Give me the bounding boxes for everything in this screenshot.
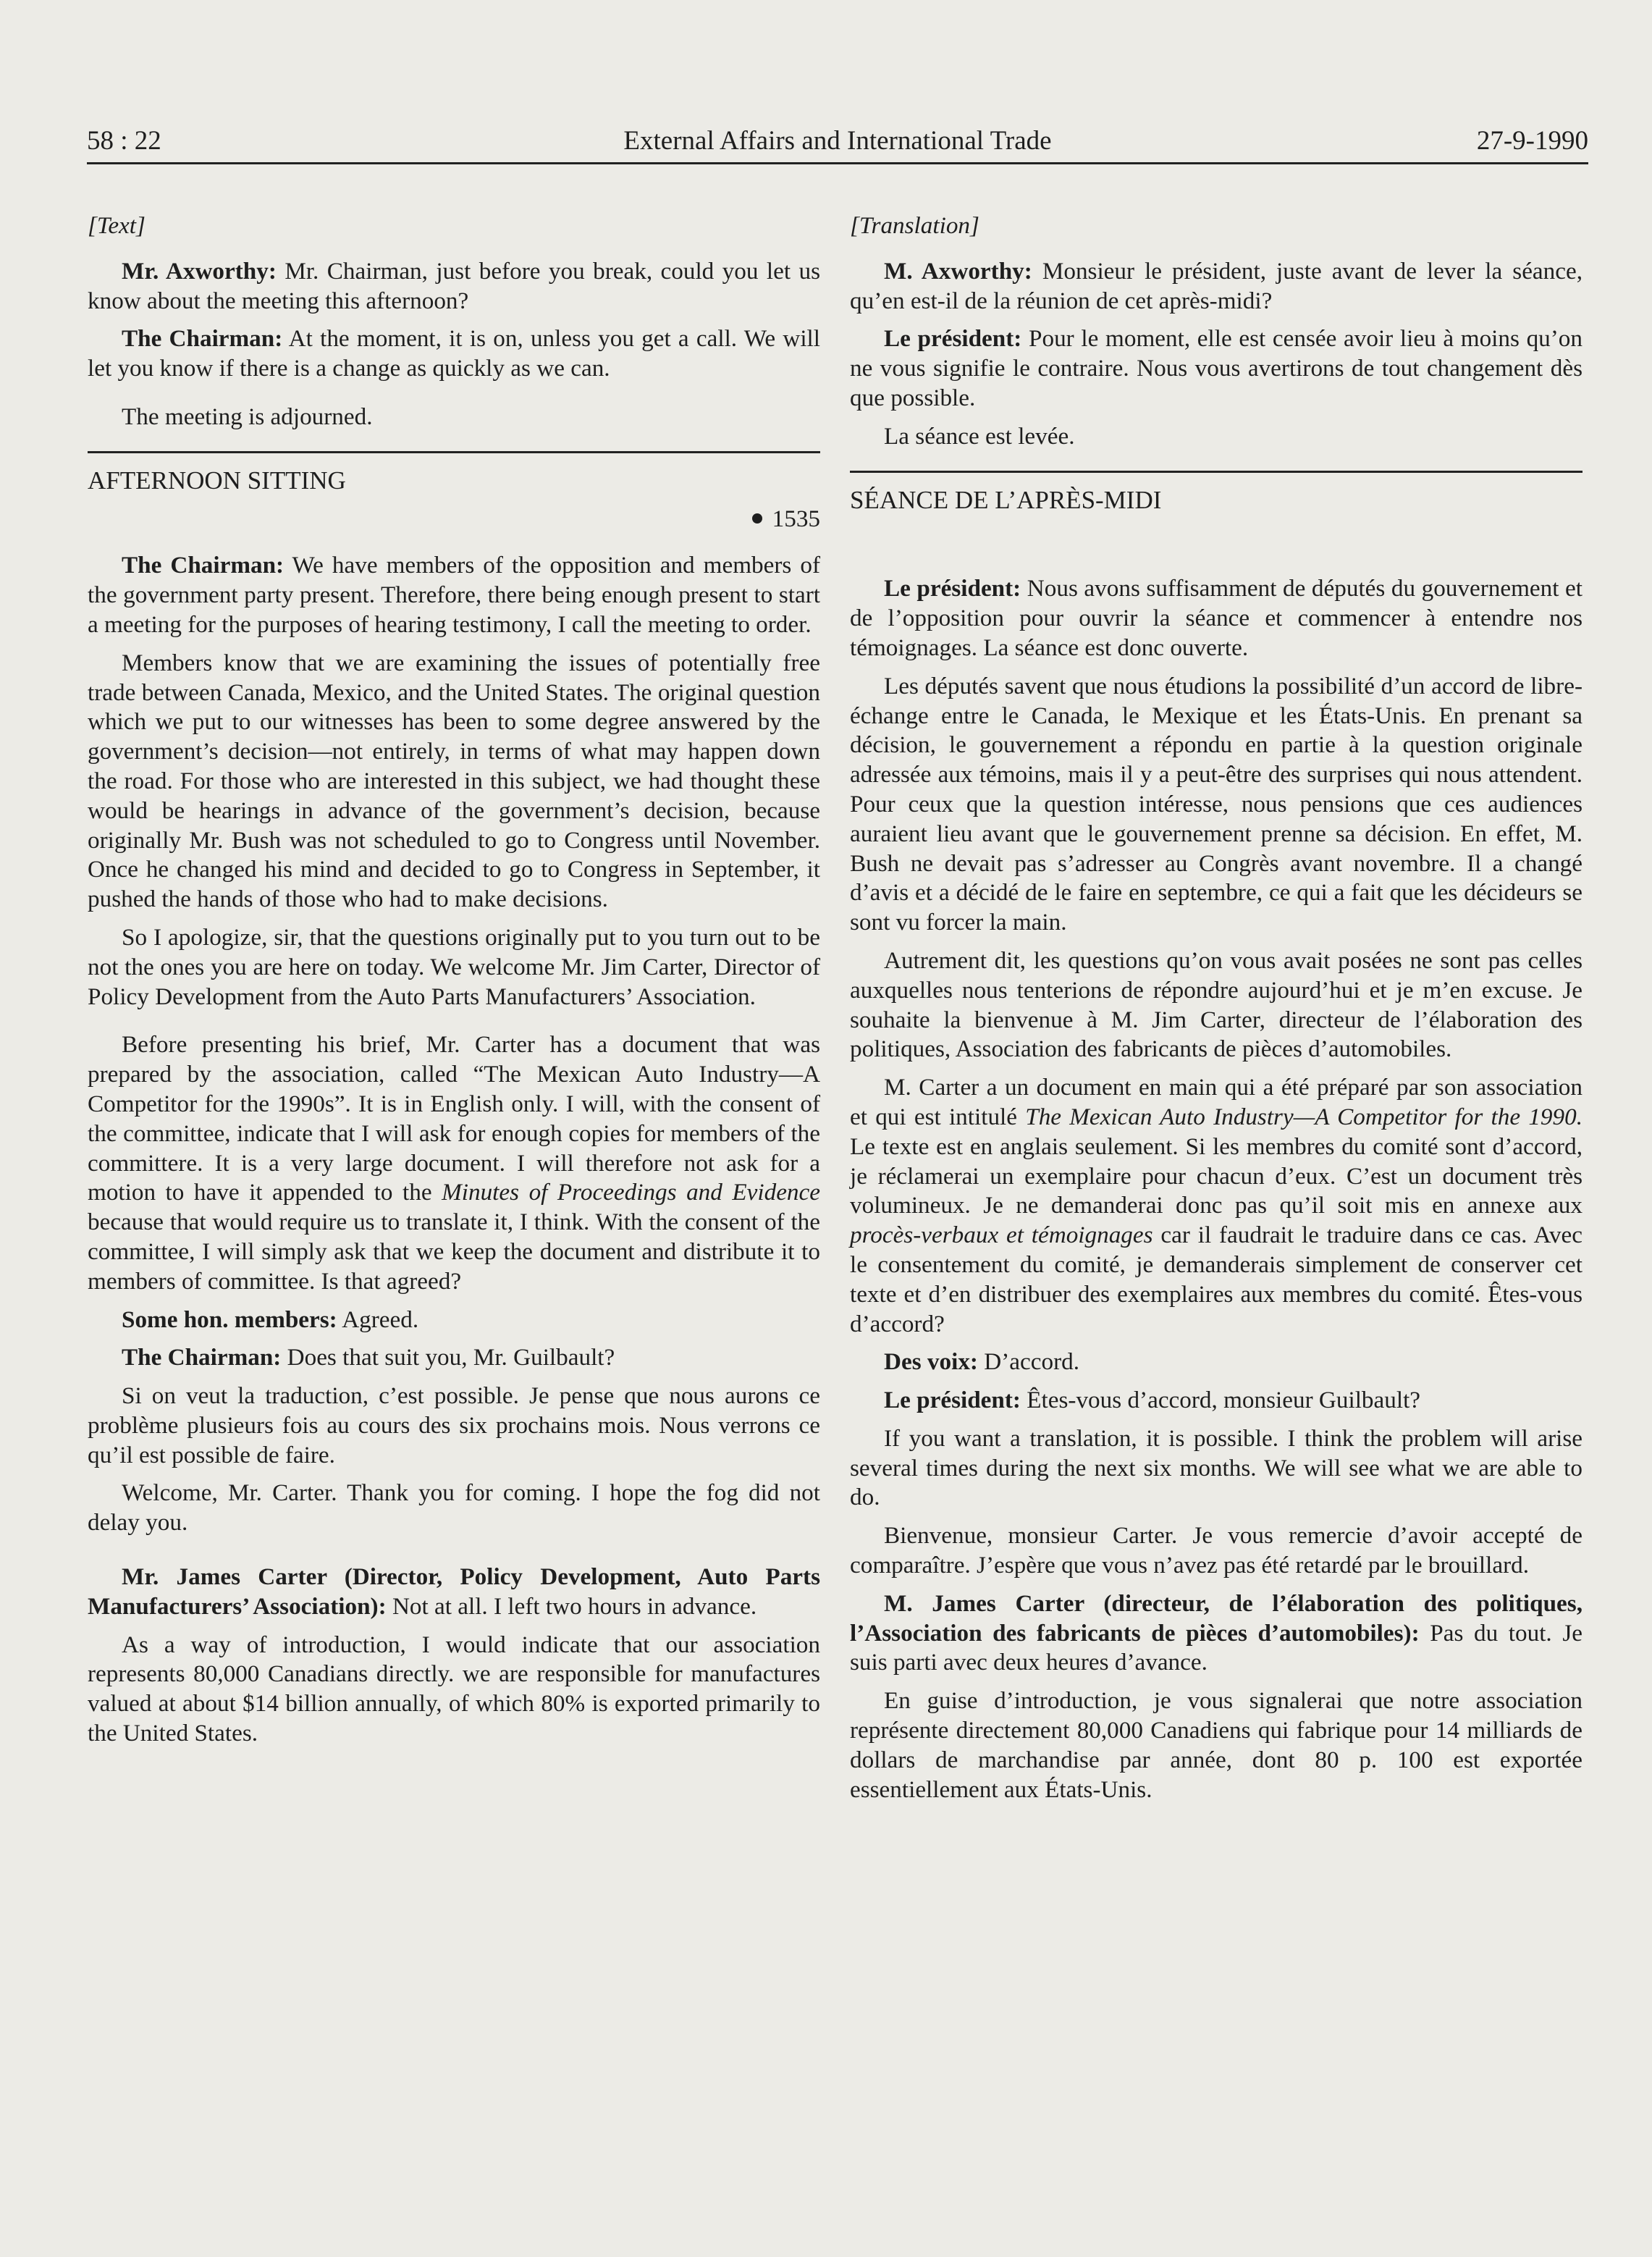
paragraph: M. James Carter (directeur, de l’élaboration des politiques, l’Association des fabricants de pièces d’automobiles): Pas du tout. Je suis parti avec deux heures d’avance. — [850, 1589, 1583, 1676]
paragraph: Mr. Axworthy: Mr. Chairman, just before you break, could you let us know about the meeting this afternoon? — [88, 257, 820, 314]
section-heading: AFTERNOON SITTING — [88, 466, 346, 495]
page-date: 27-9-1990 — [1476, 126, 1588, 156]
paragraph: Le président: Pour le moment, elle est censée avoir lieu à moins qu’on ne vous signifie le contraire. Nous vous avertirons de tout changement dès que possible. — [850, 325, 1583, 411]
paragraph: M. Carter a un document en main qui a été préparé par son association et qui est intitulé The Mexican Auto Industry—A Competitor for the 1990. Le texte est en anglais seulement. Si les membres du comité sont d’accord, je réclamerai un exemplaire pour chacun d’eux. C’est un document très volumineux. Je ne demanderai donc pas qu’il soit mis en annexe aux procès-verbaux et témoignages car il faudrait le traduire dans ce cas. Avec le consentement du comité, je demanderais simplement de conserver cet texte et d’en distribuer des exemplaires aux membres du comité. Êtes-vous d’accord? — [850, 1074, 1583, 1337]
speaker-name: Mr. James Carter (Director, Policy Development, Auto Parts Manufacturers’ Association): — [88, 1563, 820, 1620]
section-divider — [88, 451, 820, 453]
paragraph: Before presenting his brief, Mr. Carter has a document that was prepared by the association, called “The Mexican Auto Industry—A Competitor for the 1990s”. It is in English only. I will, with the consent of the committee, indicate that I will ask for enough copies for members of the committere. It is a very large document. I will therefore not ask for a motion to have it appended to the Minutes of Proceedings and Evidence because that would require us to translate it, I think. With the consent of the committee, I will simply ask that we keep the document and distribute it to members of committee. Is that agreed? — [88, 1031, 820, 1295]
spacer — [850, 524, 1583, 574]
section-divider — [850, 471, 1583, 473]
paragraph: If you want a translation, it is possible. I think the problem will arise several times during the next six months. We will see what we are able to do. — [850, 1424, 1583, 1511]
paragraph: Le président: Êtes-vous d’accord, monsieur Guilbault? — [884, 1387, 1421, 1414]
speaker-name: Mr. Axworthy: — [122, 257, 277, 285]
speaker-name: Des voix: — [884, 1348, 978, 1376]
publication-title: External Affairs and International Trade — [623, 126, 1052, 156]
paragraph: En guise d’introduction, je vous signalerai que notre association représente directement 80,000 Canadiens qui fabrique pour 14 milliards de dollars de marchandise par année, dont 80 p. 100 est exportée essentiellement aux États-Unis. — [850, 1687, 1583, 1803]
paragraph: Some hon. members: Agreed. — [122, 1306, 419, 1333]
paragraph: As a way of introduction, I would indicate that our association represents 80,000 Canadians directly. we are responsible for manufactures valued at about $14 billion annually, of which 80% is exported primarily to the United States. — [88, 1631, 820, 1747]
paragraph: Members know that we are examining the issues of potentially free trade between Canada, Mexico, and the United States. The original question which we put to our witnesses has been to some degree answered by the government’s decision—not entirely, in terms of what may happen down the road. For those who are interested in this subject, we had thought these would be hearings in advance of the government’s decision, because originally Mr. Bush was not scheduled to go to Congress until November. Once he changed his mind and decided to go to Congress in September, it pushed the hands of those who had to make decisions. — [88, 649, 820, 913]
french-column — [850, 211, 1583, 1813]
speaker-name: The Chairman: — [122, 325, 283, 353]
paragraph: Bienvenue, monsieur Carter. Je vous remercie d’avoir accepté de comparaître. J’espère que vous n’avez pas été retardé par le brouillard. — [850, 1522, 1583, 1579]
paragraph: Welcome, Mr. Carter. Thank you for coming. I hope the fog did not delay you. — [88, 1479, 820, 1537]
paragraph: La séance est levée. — [884, 422, 1075, 450]
speaker-name: The Chairman: — [122, 552, 285, 579]
speaker-name: M. Axworthy: — [884, 257, 1032, 285]
translation-label: [Translation] — [850, 212, 979, 239]
paragraph: The Chairman: Does that suit you, Mr. Guilbault? — [122, 1344, 615, 1371]
paragraph: So I apologize, sir, that the questions originally put to you turn out to be not the ones you are here on today. We welcome Mr. Jim Carter, Director of Policy Development from the Auto Parts Manufacturers’ Association. — [88, 923, 820, 1010]
paragraph: The Chairman: We have members of the opposition and members of the government party present. Therefore, there being enough present to start a meeting for the purposes of hearing testimony, I call the meeting to order. — [88, 552, 820, 638]
text-label: [Text] — [88, 212, 146, 239]
paragraph: Des voix: D’accord. — [884, 1348, 1080, 1376]
speaker-name: Le président: — [884, 1387, 1021, 1414]
speaker-name: Le président: — [884, 325, 1022, 353]
speaker-name: M. James Carter (directeur, de l’élaboration des politiques, l’Association des fabricants de pièces d’automobiles): — [850, 1589, 1583, 1647]
bullet-icon — [752, 513, 762, 524]
paragraph: Les députés savent que nous étudions la possibilité d’un accord de libre-échange entre le Canada, le Mexique et les États-Unis. En prenant sa décision, le gouvernement a répondu en partie à la question originale adressée aux témoins, mais il y a peut-être des surprises qui nous attendent. Pour ceux que la question intéresse, nous pensions que ces audiences auraient lieu avant que le gouvernement prenne sa décision. En effet, M. Bush ne devait pas s’adresser au Congrès avant novembre. Il a changé d’avis et a décidé de le faire en septembre, ce qui a fait que les décideurs se sont vu forcer la main. — [850, 672, 1583, 936]
section-heading: SÉANCE DE L’APRÈS-MIDI — [850, 485, 1162, 514]
paragraph: Le président: Nous avons suffisamment de députés du gouvernement et de l’opposition pour ouvrir la séance et commencer à entendre nos témoignages. La séance est donc ouverte. — [850, 575, 1583, 661]
paragraph: Autrement dit, les questions qu’on vous avait posées ne sont pas celles auxquelles nous tenterions de répondre aujourd’hui et je m’en excuse. Je souhaite la bienvenue à M. Jim Carter, directeur de l’élaboration des politiques, Association des fabricants de pièces d’automobiles. — [850, 946, 1583, 1063]
paragraph: The meeting is adjourned. — [122, 403, 373, 430]
english-column — [88, 211, 820, 1757]
paragraph: Si on veut la traduction, c’est possible. Je pense que nous aurons ce problème plusieurs fois au cours des six prochains mois. Nous verrons ce qu’il est possible de faire. — [88, 1382, 820, 1468]
speaker-name: The Chairman: — [122, 1344, 282, 1371]
page-number: 58 : 22 — [87, 126, 161, 156]
paragraph: M. Axworthy: Monsieur le président, juste avant de lever la séance, qu’en est-il de la réunion de cet après-midi? — [850, 257, 1583, 314]
time-stamp: 1535 — [88, 505, 820, 534]
paragraph: The Chairman: At the moment, it is on, unless you get a call. We will let you know if there is a change as quickly as we can. — [88, 325, 820, 382]
speaker-name: Le président: — [884, 575, 1021, 602]
page-header — [87, 125, 1588, 164]
speaker-name: Some hon. members: — [122, 1306, 337, 1333]
paragraph: Mr. James Carter (Director, Policy Development, Auto Parts Manufacturers’ Association): Not at all. I left two hours in advance. — [88, 1563, 820, 1620]
